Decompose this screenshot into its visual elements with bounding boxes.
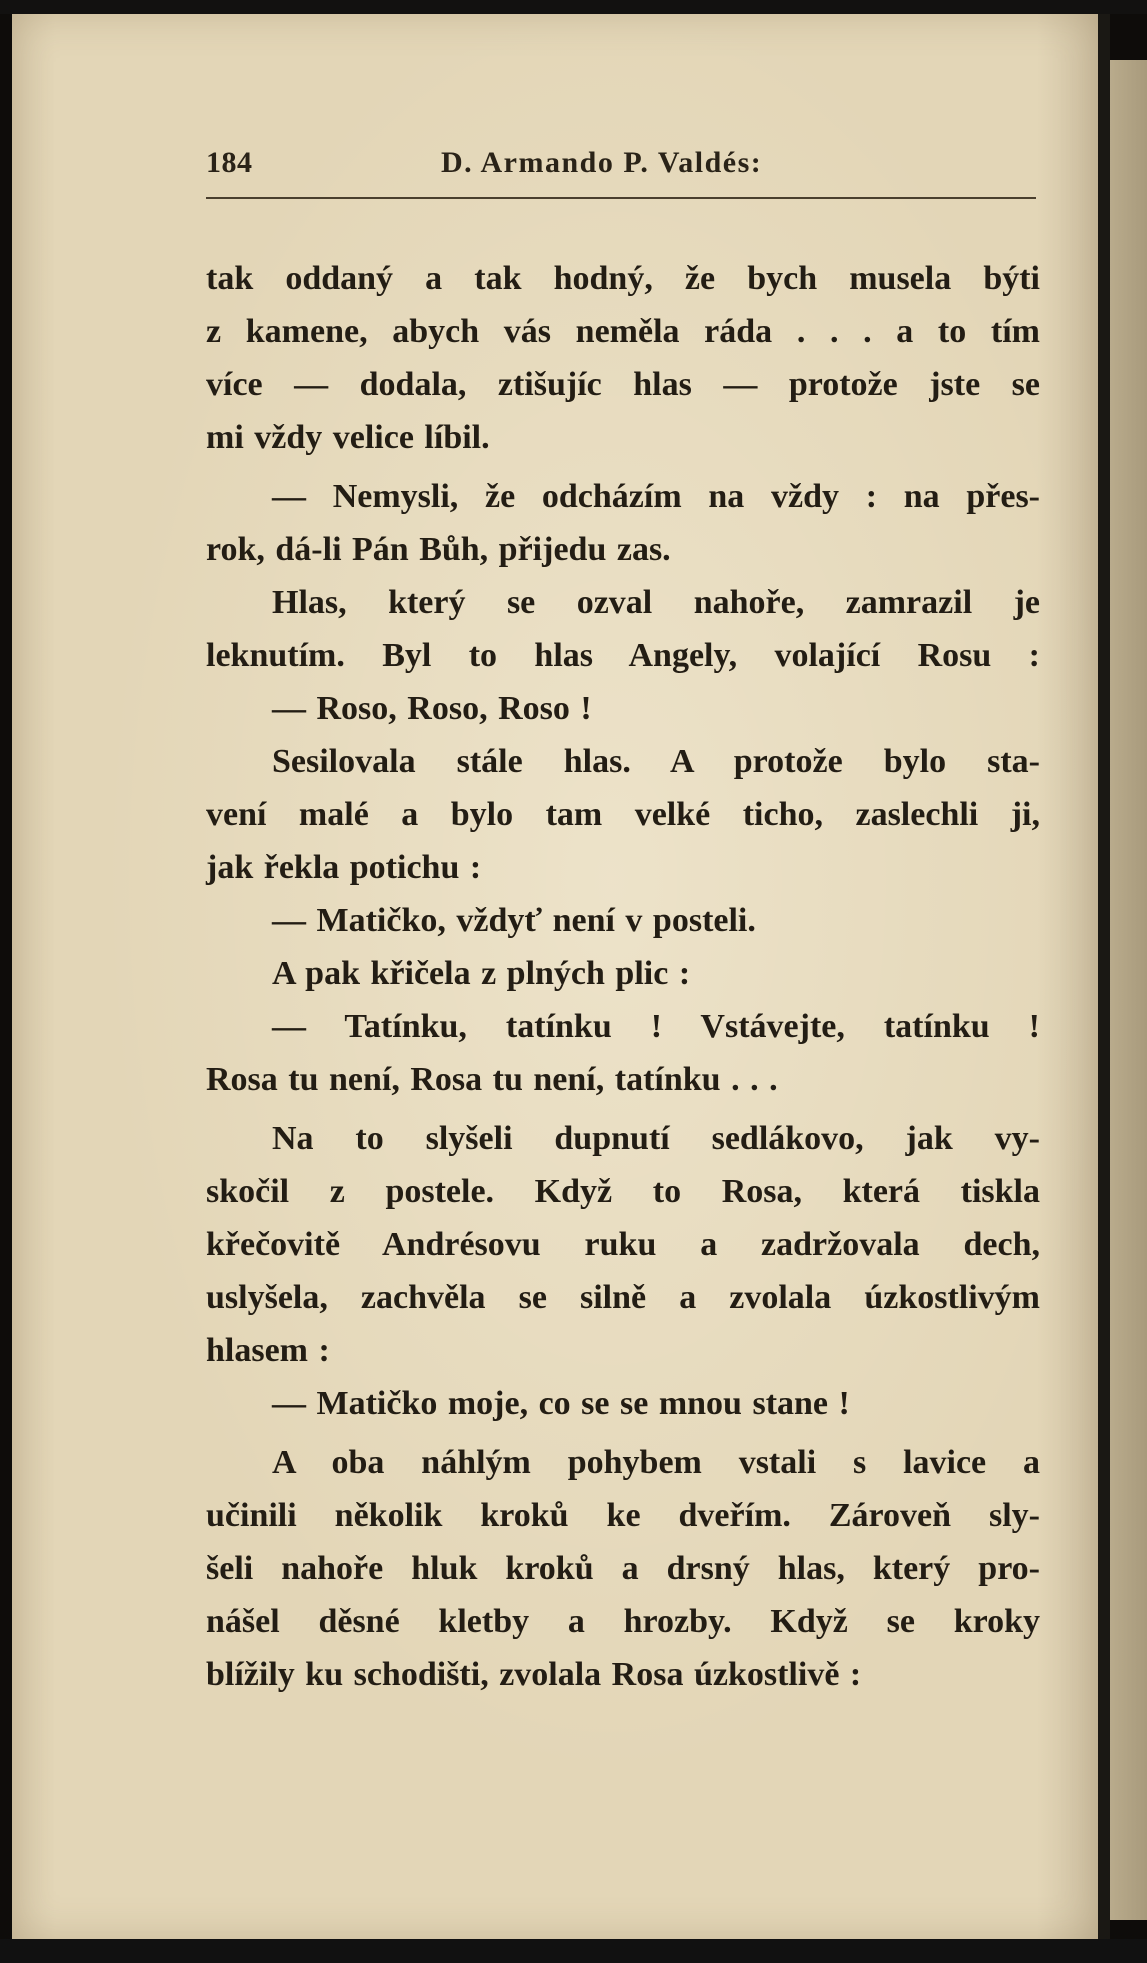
header-rule (206, 197, 1036, 199)
text-line: blížily ku schodišti, zvolala Rosa úzkostlivě : (206, 1656, 862, 1693)
text-line: Rosa tu není, Rosa tu není, tatínku . . . (206, 1061, 778, 1098)
text-line: nášel děsné kletby a hrozby. Když se kroky (206, 1603, 1040, 1640)
page-number: 184 (206, 146, 253, 179)
text-line: křečovitě Andrésovu ruku a zadržovala dech, (206, 1226, 1040, 1263)
scan-bottom-edge (0, 1939, 1147, 1963)
text-line: učinili několik kroků ke dveřím. Zároveň sly- (206, 1497, 1040, 1534)
page-edge-strip (1110, 60, 1147, 1920)
page-header (206, 142, 1036, 192)
text-line: z kamene, abych vás neměla ráda . . . a to tím (206, 313, 1040, 350)
scan-top-edge (0, 0, 1147, 14)
text-line: A pak křičela z plných plic : (272, 955, 691, 992)
text-line: uslyšela, zachvěla se silně a zvolala úzkostlivým (206, 1279, 1040, 1316)
text-line: vení malé a bylo tam velké ticho, zaslechli ji, (206, 796, 1040, 833)
text-line: — Matičko moje, co se se mnou stane ! (272, 1385, 850, 1422)
text-line: — Roso, Roso, Roso ! (272, 690, 592, 727)
running-title: D. Armando P. Valdés: (441, 146, 763, 179)
text-line: šeli nahoře hluk kroků a drsný hlas, který pro- (206, 1550, 1040, 1587)
text-line: jak řekla potichu : (206, 849, 482, 886)
text-line: rok, dá-li Pán Bůh, přijedu zas. (206, 531, 671, 568)
text-line: Sesilovala stále hlas. A protože bylo sta- (272, 743, 1040, 780)
text-line: — Tatínku, tatínku ! Vstávejte, tatínku ! (272, 1008, 1040, 1045)
body-text (206, 252, 1040, 1701)
text-line: více — dodala, ztišujíc hlas — protože jste se (206, 366, 1040, 403)
text-line: leknutím. Byl to hlas Angely, volající Rosu : (206, 637, 1040, 674)
text-line: tak oddaný a tak hodný, že bych musela býti (206, 260, 1040, 297)
text-line: A oba náhlým pohybem vstali s lavice a (272, 1444, 1040, 1481)
text-line: — Matičko, vždyť není v posteli. (272, 902, 756, 939)
text-line: Na to slyšeli dupnutí sedlákovo, jak vy- (272, 1120, 1040, 1157)
text-line: hlasem : (206, 1332, 330, 1369)
text-line: — Nemysli, že odcházím na vždy : na přes- (272, 478, 1040, 515)
book-binding-shadow (1098, 14, 1110, 1939)
text-line: skočil z postele. Když to Rosa, která tiskla (206, 1173, 1040, 1210)
text-line: mi vždy velice líbil. (206, 419, 490, 456)
text-line: Hlas, který se ozval nahoře, zamrazil je (272, 584, 1040, 621)
